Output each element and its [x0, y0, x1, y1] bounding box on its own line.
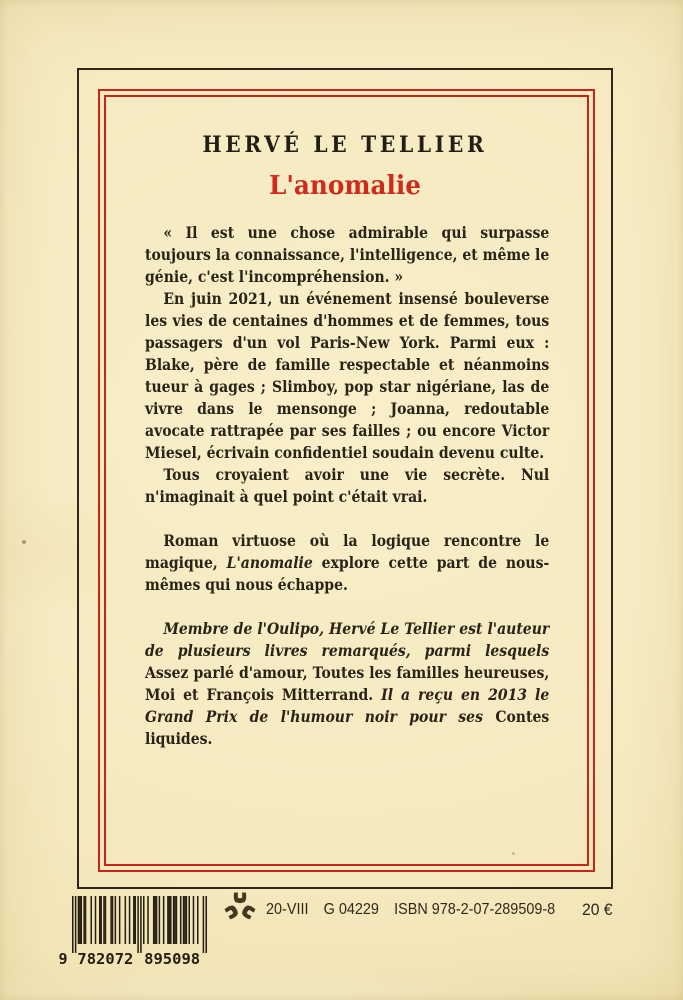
publisher-info-line	[266, 901, 555, 919]
cover-frame-black	[77, 68, 613, 889]
gallimard-fleuron-icon	[224, 891, 256, 929]
author-name: HERVÉ LE TELLIER	[202, 132, 488, 158]
paragraph: « Il est une chose admirable qui surpasse toujours la connaissance, l'intelligence, et même le génie, c'est l'incompréhension. »	[145, 223, 550, 286]
paragraph: En juin 2021, un événement insensé bouleverse les vies de centaines d'hommes et de femmes, tous passagers d'un vol Paris-New York. Parmi eux : Blake, père de famille respectable et néanmoins tueur à gages ; Slimboy, pop star nigériane, las de vivre dans le mensonge ; Joanna, redoutable avocate rattrapée par ses failles ; ou encore Victor Miesel, écrivain confidentiel soudain devenu culte.	[145, 289, 550, 462]
barcode	[58, 895, 208, 971]
svg-text:782072: 782072	[77, 950, 134, 967]
printer-code: G 04229	[323, 901, 379, 918]
paragraph: Tous croyaient avoir une vie secrète. Nul n'imaginait à quel point c'était vrai.	[145, 465, 550, 506]
svg-text:895098: 895098	[144, 950, 201, 967]
svg-text:9: 9	[58, 950, 68, 967]
paragraph: Roman virtuose où la logique rencontre le magique, L'anomalie explore cette part de nous-mêmes qui nous échappe.	[145, 531, 550, 594]
book-title: L'anomalie	[269, 171, 421, 201]
ean13-barcode	[58, 895, 208, 967]
paper-speck	[22, 540, 26, 544]
isbn: ISBN 978-2-07-289509-8	[394, 901, 556, 918]
back-cover-text	[145, 222, 549, 750]
price: 20 €	[582, 901, 613, 919]
paragraph: Membre de l'Oulipo, Hervé Le Tellier est l'auteur de plusieurs livres remarqués, parmi lesquels Assez parlé d'amour, Toutes les familles heureuses, Moi et François Mitterrand. Il a reçu en 2013 le Grand Prix de l'humour noir pour ses Contes liquides.	[145, 619, 550, 748]
edition-code: 20-VIII	[266, 901, 309, 918]
